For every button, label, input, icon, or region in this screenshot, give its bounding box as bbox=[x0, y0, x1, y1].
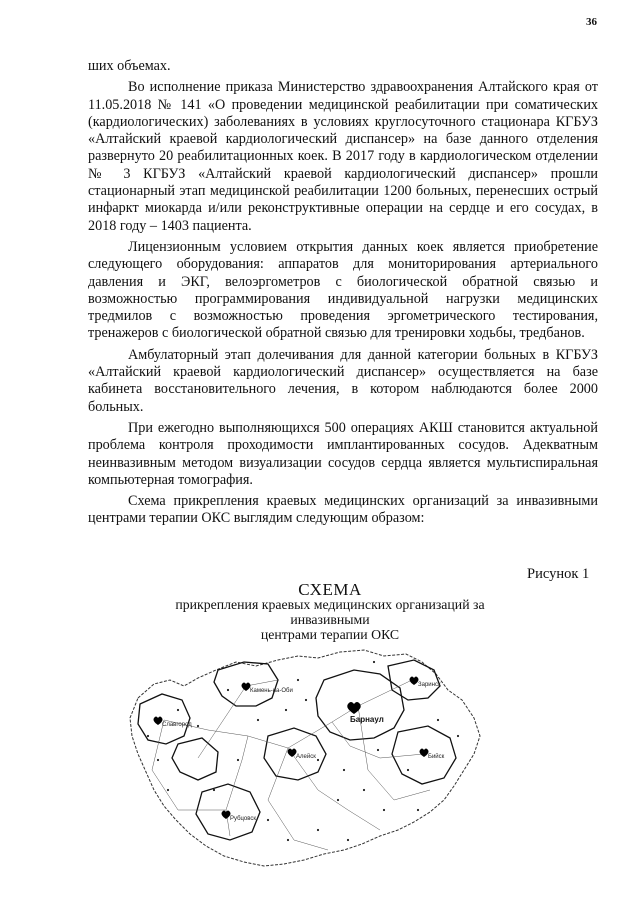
map-label-kamen: Камень-на-Оби bbox=[250, 688, 293, 694]
settlement-points bbox=[147, 661, 459, 841]
map-label-rubtsovsk: Рубцовск bbox=[230, 816, 256, 822]
map-label-barnaul: Барнаул bbox=[350, 715, 384, 724]
scheme-subtitle-line: прикрепления краевых медицинских организаций за инвазивными bbox=[175, 597, 485, 627]
center-markers bbox=[154, 677, 429, 820]
paragraph: Амбулаторный этап долечивания для данной категории больных в КГБУЗ «Алтайский краевой кардиологический диспансер» осуществляется на базе кабинета восстановительного лечения, в котором наблюдаются более 2000 больных. bbox=[88, 346, 598, 415]
scheme-title: СХЕМА bbox=[298, 580, 362, 599]
region-map-svg bbox=[118, 640, 488, 875]
region-map bbox=[118, 640, 488, 875]
body-text bbox=[88, 58, 598, 532]
figure-label: Рисунок 1 bbox=[527, 566, 590, 582]
paragraph: ших объемах. bbox=[88, 58, 171, 74]
zone-boundary bbox=[172, 738, 218, 780]
paragraph: Схема прикрепления краевых медицинских организаций за инвазивными центрами терапии ОКС выглядим следующим образом: bbox=[88, 493, 598, 527]
paragraph: Лицензионным условием открытия данных коек является приобретение следующего оборудования: аппаратов для мониторирования артериального давления и ЭКГ, велоэргометров с биологической обратной связью и возможностью программирования индивидуальной нагрузки медицинских тредмилов с возможностью проведения эргометрического тестирования, тренажеров с биологической обратной связью для тренировки ходьбы, тредбанов. bbox=[88, 238, 598, 342]
paragraph: При ежегодно выполняющихся 500 операциях АКШ становится актуальной проблема контроля проходимости имплантированных сосудов. Адекватным неинвазивным методом визуализации сосудов сердца является мультиспиральная компьютерная томография. bbox=[88, 419, 598, 488]
paragraph: Во исполнение приказа Министерство здравоохранения Алтайского края от 11.05.2018 № 141 «О проведении медицинской реабилитации при соматических (кардиологических) заболеваниях в условиях круглосуточного стационара КГБУЗ «Алтайский краевой кардиологический диспансер» на базе данного отделения развернуто 20 реабилитационных коек. В 2017 году в кардиологическом отделении № 3 КГБУЗ «Алтайский краевой кардиологический диспансер» прошли стационарный этап медицинской реабилитации 1200 больных, перенесших острый инфаркт миокарда и/или реконструктивные операции на сердце и его сосудах, в 2018 году – 1403 пациента. bbox=[88, 79, 598, 234]
scheme-subtitle-line: центрами терапии ОКС bbox=[260, 627, 400, 642]
map-label-biysk: Бийск bbox=[428, 754, 445, 760]
page-number: 36 bbox=[586, 16, 597, 28]
zone-boundary bbox=[138, 694, 190, 744]
road-network bbox=[152, 680, 430, 850]
map-label-zarinsk: Заринск bbox=[418, 682, 441, 688]
map-label-aleysk: Алейск bbox=[296, 754, 316, 760]
scheme-subtitle bbox=[140, 597, 520, 642]
map-label-slavgorod: Славгород bbox=[162, 722, 192, 728]
